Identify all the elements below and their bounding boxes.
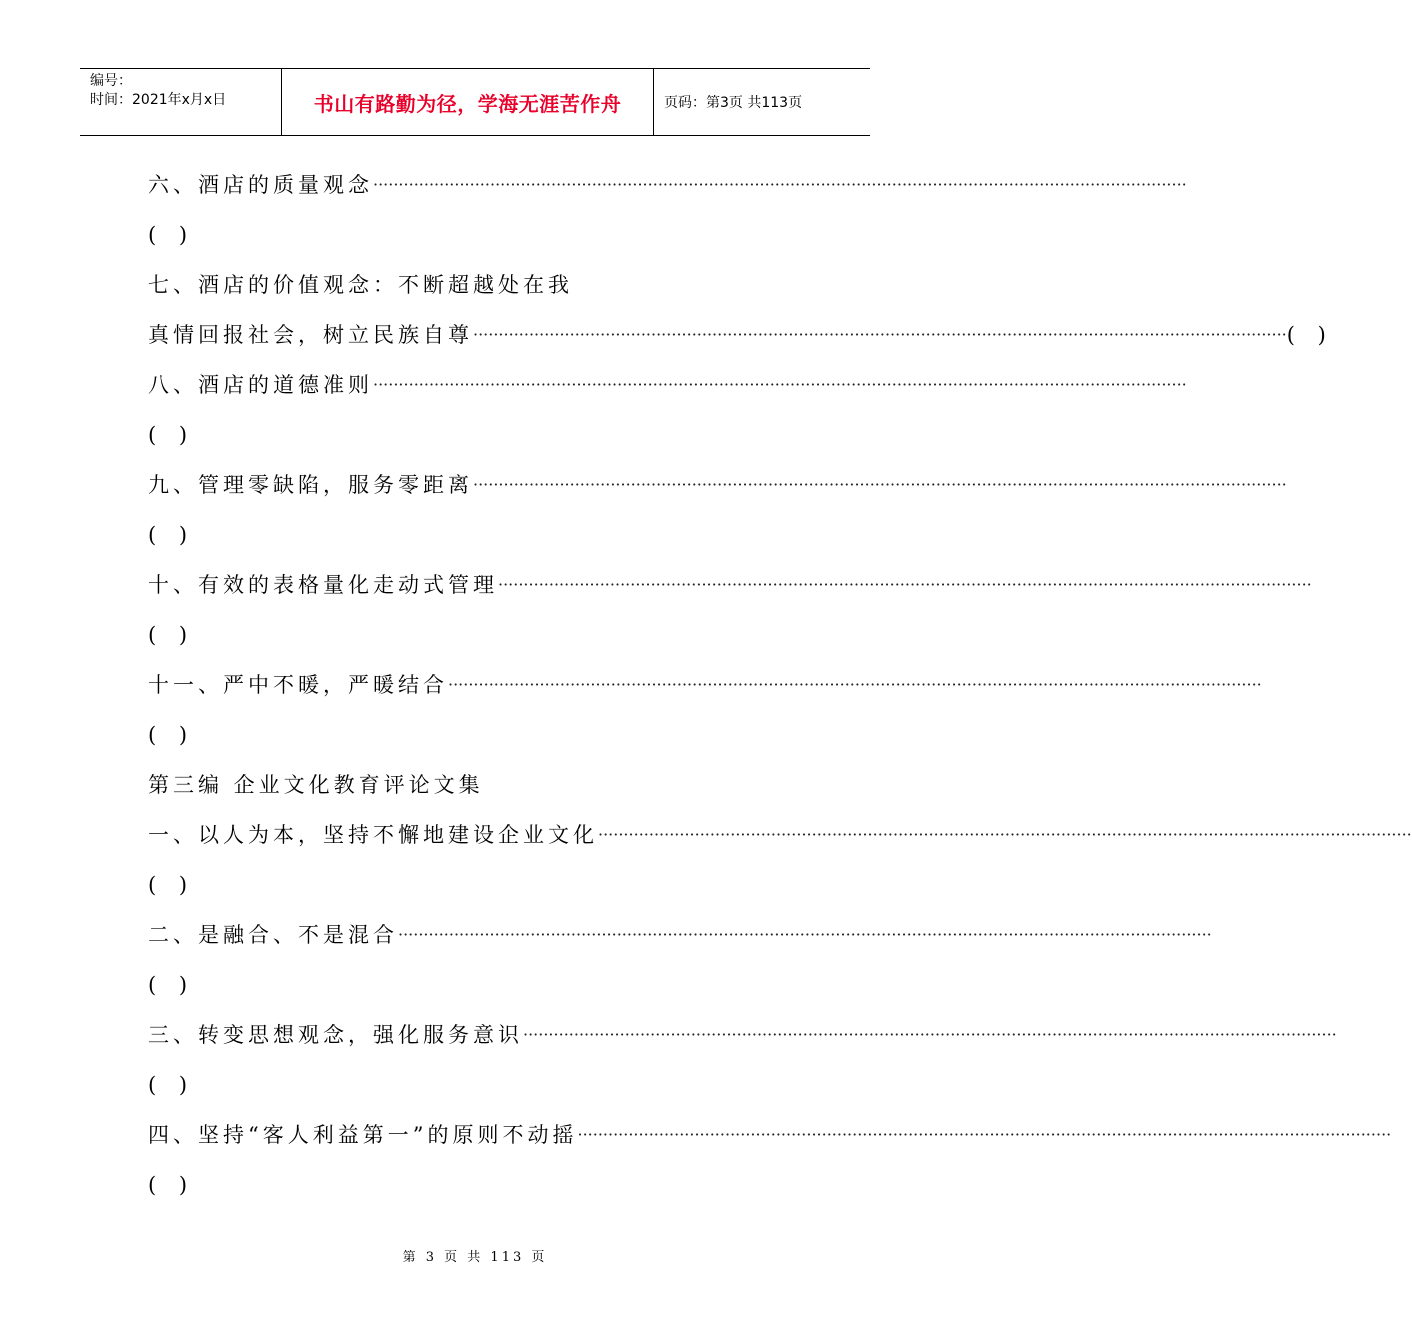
table-of-contents (148, 162, 1412, 1212)
toc-leader-dots: ································································································································································ (577, 1125, 1392, 1144)
toc-entry (148, 462, 1287, 512)
toc-page-placeholder: ( ) (148, 523, 196, 547)
toc-entry (148, 812, 1412, 862)
toc-page-placeholder: ( ) (148, 973, 196, 997)
toc-entry-title: 十一、严中不暖，严暖结合 (148, 673, 448, 697)
toc-entry-title: 九、管理零缺陷，服务零距离 (148, 473, 473, 497)
toc-entry (148, 662, 1262, 712)
toc-entry (148, 1062, 788, 1112)
toc-entry (148, 762, 788, 812)
toc-entry (148, 162, 1187, 212)
toc-page-placeholder: ( ) (1286, 323, 1334, 347)
toc-entry-title: 二、是融合、不是混合 (148, 923, 398, 947)
header-page-info: 页码：第3页 共113页 (664, 95, 803, 111)
toc-page-placeholder: ( ) (148, 623, 196, 647)
header-meta (80, 69, 282, 135)
toc-page-placeholder: ( ) (148, 423, 196, 447)
toc-page-placeholder: ( ) (148, 223, 196, 247)
toc-entry (148, 912, 1212, 962)
toc-entry (148, 1162, 788, 1212)
toc-leader-dots: ································································································································································ (448, 675, 1262, 694)
toc-entry-title: 八、酒店的道德准则 (148, 373, 373, 397)
toc-entry (148, 262, 788, 312)
toc-leader-dots: ································································································································································ (373, 175, 1187, 194)
document-time-label: 时间：2021年x月x日 (90, 92, 227, 108)
toc-leader-dots: ································································································································································ (498, 575, 1312, 594)
toc-entry-title: 一、以人为本，坚持不懈地建设企业文化 (148, 823, 598, 847)
toc-entry-title: 四、坚持“客人利益第一”的原则不动摇 (148, 1123, 578, 1147)
toc-entry (148, 612, 788, 662)
page-footer: 第 3 页 共 113 页 (402, 1250, 548, 1265)
toc-page-placeholder: ( ) (148, 723, 196, 747)
toc-page-placeholder: ( ) (148, 1173, 196, 1197)
toc-entry (148, 512, 788, 562)
toc-entry (148, 362, 1187, 412)
toc-leader-dots: ································································································································································ (373, 375, 1187, 394)
toc-entry-title: 六、酒店的质量观念 (148, 173, 373, 197)
toc-leader-dots: ································································································································································ (473, 475, 1287, 494)
toc-entry (148, 412, 788, 462)
toc-entry-title: 七、酒店的价值观念：不断超越处在我 (148, 273, 573, 297)
toc-entry-title: 第三编 企业文化教育评论文集 (148, 773, 484, 797)
page-header (80, 68, 870, 136)
toc-entry-title: 十、有效的表格量化走动式管理 (148, 573, 498, 597)
toc-entry-title: 三、转变思想观念，强化服务意识 (148, 1023, 523, 1047)
toc-entry (148, 862, 788, 912)
toc-page-placeholder: ( ) (148, 1073, 196, 1097)
toc-entry (148, 962, 788, 1012)
toc-leader-dots: ································································································································································ (473, 325, 1287, 344)
toc-entry (148, 562, 1312, 612)
toc-entry (148, 1012, 1337, 1062)
toc-entry (148, 712, 788, 762)
toc-leader-dots: ································································································································································ (598, 825, 1412, 844)
toc-entry (148, 312, 1334, 362)
toc-page-placeholder: ( ) (148, 873, 196, 897)
toc-leader-dots: ································································································································································ (398, 925, 1212, 944)
toc-entry (148, 1112, 1392, 1162)
toc-entry-title: 真情回报社会，树立民族自尊 (148, 323, 473, 347)
header-motto: 书山有路勤为径，学海无涯苦作舟 (282, 69, 654, 135)
document-number-label: 编号： (90, 73, 132, 89)
toc-entry (148, 212, 788, 262)
toc-leader-dots: ································································································································································ (523, 1025, 1337, 1044)
